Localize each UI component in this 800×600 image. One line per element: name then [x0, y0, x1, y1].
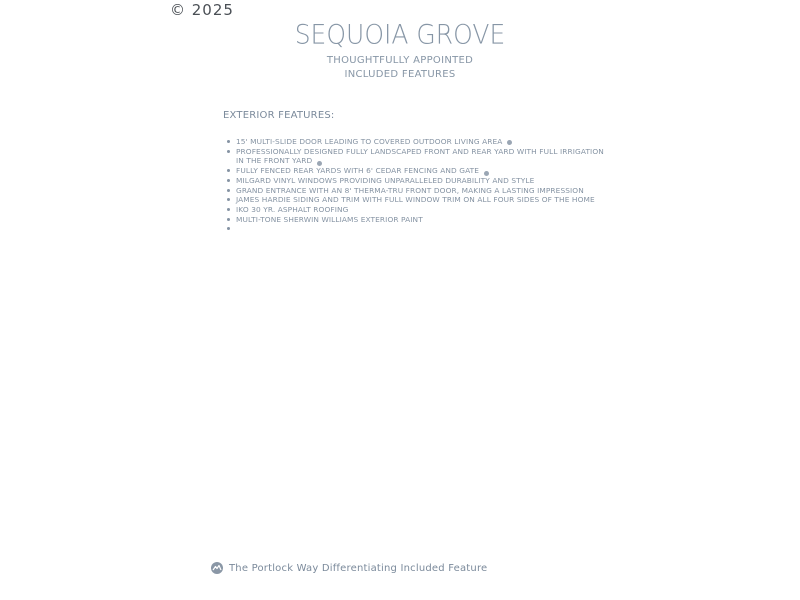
brand-title: SEQUOIA GROVE [294, 19, 506, 50]
list-item [226, 147, 606, 167]
feature-text: FULLY FENCED REAR YARDS WITH 6' CEDAR FENCING AND GATE [236, 166, 480, 176]
list-item [226, 205, 606, 215]
bullet-icon [227, 198, 230, 201]
bullet-icon [227, 179, 230, 182]
list-item [226, 137, 606, 147]
list-item [226, 215, 606, 225]
feature-text: MULTI-TONE SHERWIN WILLIAMS EXTERIOR PAINT [236, 214, 423, 224]
list-item [226, 176, 606, 186]
feature-text: 15' MULTI-SLIDE DOOR LEADING TO COVERED OUTDOOR LIVING AREA [236, 137, 503, 146]
features-list [226, 137, 606, 234]
feature-text: GRAND ENTRANCE WITH AN 8' THERMA-TRU FRONT DOOR, MAKING A LASTING IMPRESSION [236, 185, 584, 195]
list-item [226, 166, 606, 176]
bullet-icon [227, 218, 230, 221]
bullet-icon [227, 227, 230, 230]
copyright-text: © 2025 [170, 1, 234, 19]
feature-text: IKO 30 YR. ASPHALT ROOFING [236, 204, 349, 214]
footer-text: The Portlock Way Differentiating Included Feature [229, 562, 488, 574]
bullet-icon [227, 169, 230, 172]
feature-text: MILGARD VINYL WINDOWS PROVIDING UNPARALLELED DURABILITY AND STYLE [236, 176, 535, 186]
list-item [226, 186, 606, 196]
list-item [226, 224, 606, 234]
footer-legend [211, 562, 487, 574]
list-item [226, 195, 606, 205]
portlock-icon [507, 140, 512, 145]
bullet-icon [227, 189, 230, 192]
mountain-logo-icon [211, 562, 223, 574]
bullet-icon [227, 140, 230, 143]
bullet-icon [227, 150, 230, 153]
section-heading: EXTERIOR FEATURES: [223, 110, 335, 121]
subtitle-line-1: THOUGHTFULLY APPOINTED [326, 55, 474, 66]
subtitle-line-2: INCLUDED FEATURES [344, 69, 456, 80]
feature-text: PROFESSIONALLY DESIGNED FULLY LANDSCAPED FRONT AND REAR YARD WITH FULL IRRIGATION IN THE FRONT YARD [236, 146, 604, 166]
feature-text: JAMES HARDIE SIDING AND TRIM WITH FULL WINDOW TRIM ON ALL FOUR SIDES OF THE HOME [236, 195, 595, 205]
bullet-icon [227, 208, 230, 211]
